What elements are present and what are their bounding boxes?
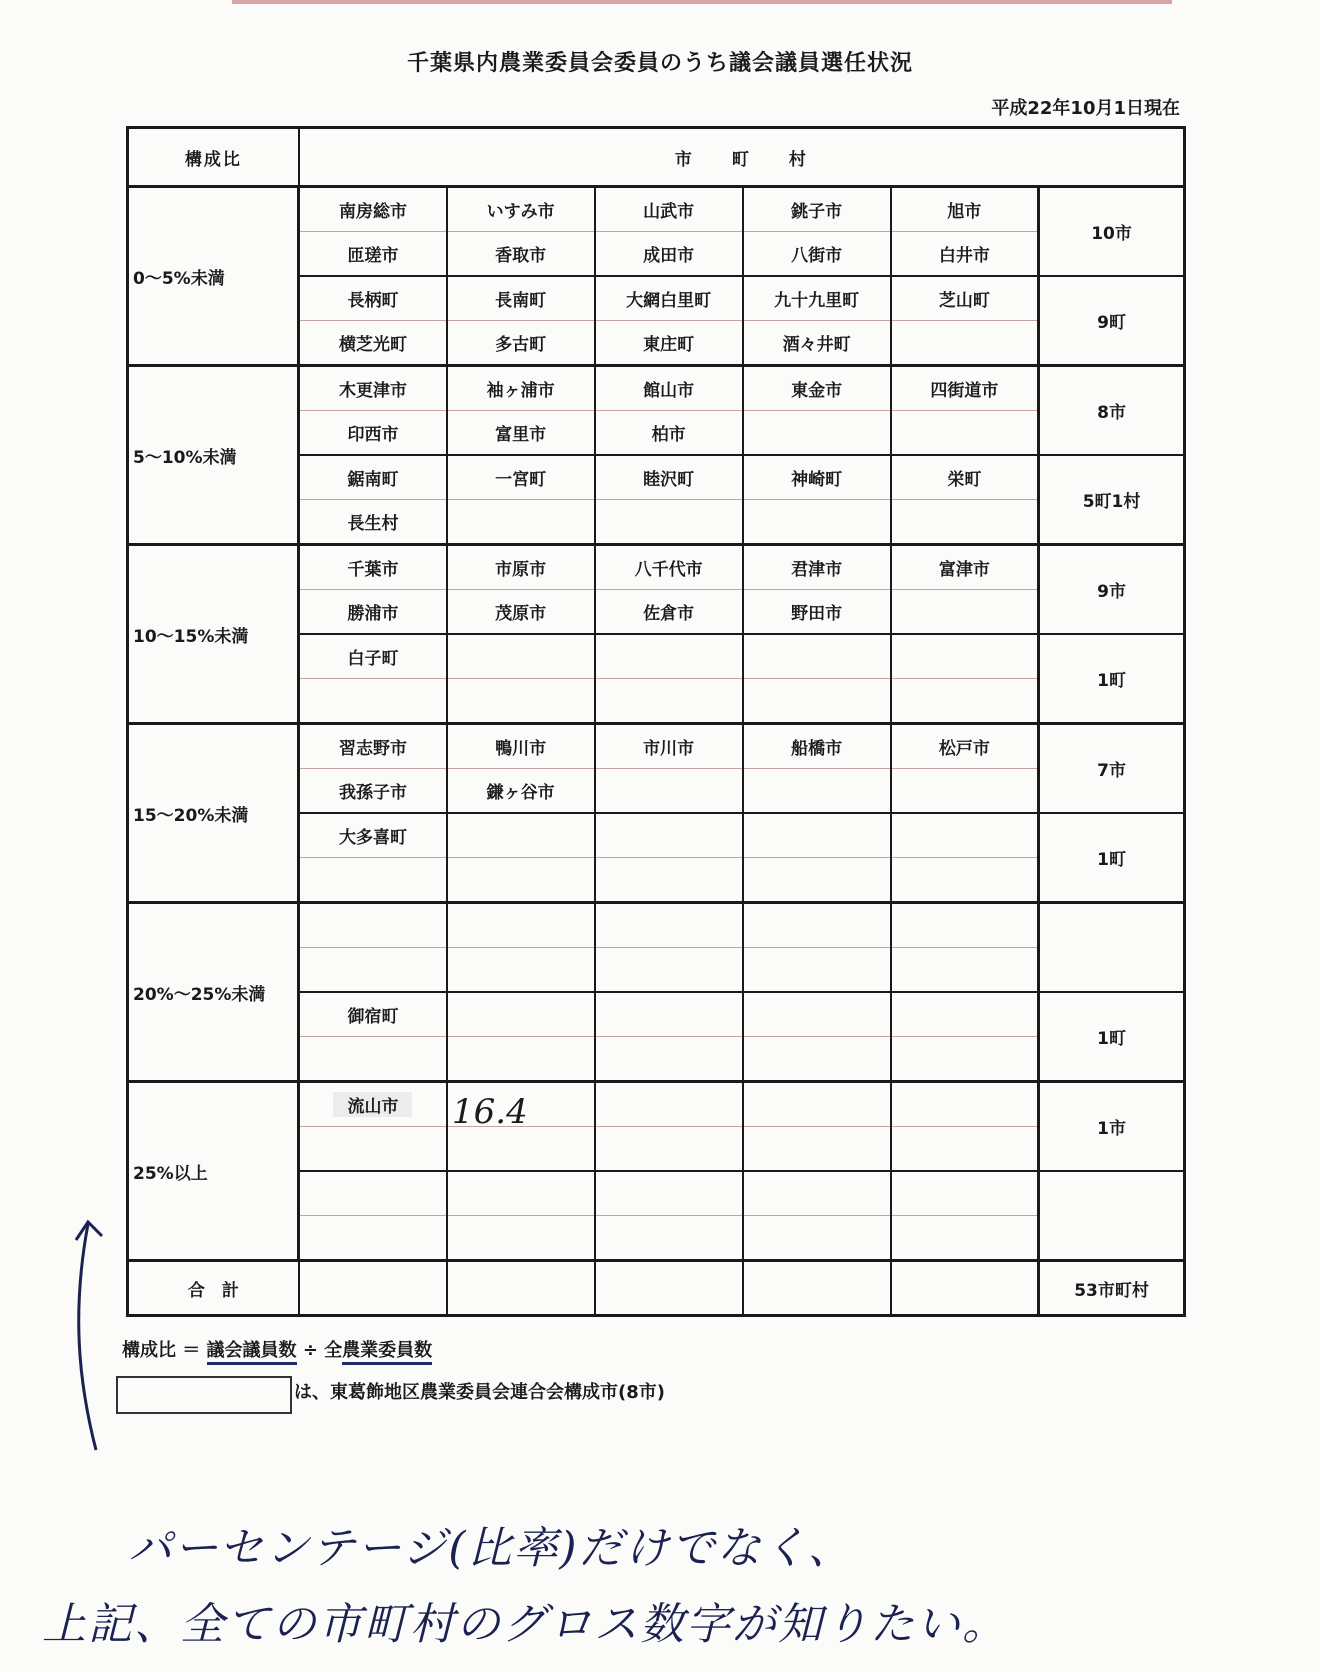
municipality-cell: 東金市 bbox=[743, 366, 891, 411]
municipality-cell bbox=[743, 903, 891, 948]
formula bbox=[122, 1336, 432, 1362]
municipality-cell: 匝瑳市 bbox=[299, 232, 447, 277]
municipality-cell bbox=[595, 1127, 743, 1172]
count-cell: 10市 bbox=[1039, 187, 1185, 277]
municipality-cell: 長南町 bbox=[447, 276, 595, 321]
empty-cell bbox=[299, 1261, 447, 1316]
municipality-cell bbox=[743, 769, 891, 814]
count-cell: 1町 bbox=[1039, 813, 1185, 903]
municipality-cell: 成田市 bbox=[595, 232, 743, 277]
municipality-cell bbox=[743, 411, 891, 456]
table-row bbox=[128, 1082, 1185, 1127]
handwritten-note-line-1: パーセンテージ(比率)だけでなく、 bbox=[128, 1523, 854, 1574]
table-row bbox=[128, 545, 1185, 590]
municipality-cell: 神崎町 bbox=[743, 455, 891, 500]
municipality-cell: 四街道市 bbox=[891, 366, 1039, 411]
handwritten-arrow-icon bbox=[58, 1210, 118, 1460]
municipality-cell bbox=[891, 858, 1039, 903]
count-cell: 8市 bbox=[1039, 366, 1185, 456]
municipality-cell bbox=[891, 1037, 1039, 1082]
total-row bbox=[128, 1261, 1185, 1316]
table-row bbox=[128, 366, 1185, 411]
municipality-cell: 船橋市 bbox=[743, 724, 891, 769]
municipality-cell: 南房総市 bbox=[299, 187, 447, 232]
page-title: 千葉県内農業委員会委員のうち議会議員選任状況 bbox=[406, 51, 913, 76]
municipality-cell: 市原市 bbox=[447, 545, 595, 590]
municipality-cell bbox=[743, 858, 891, 903]
municipality-cell bbox=[743, 813, 891, 858]
municipality-cell: 山武市 bbox=[595, 187, 743, 232]
municipality-cell: 大多喜町 bbox=[299, 813, 447, 858]
header-ratio: 構成比 bbox=[128, 128, 299, 187]
count-cell: 9市 bbox=[1039, 545, 1185, 635]
municipality-cell: 御宿町 bbox=[299, 992, 447, 1037]
municipality-cell bbox=[299, 1037, 447, 1082]
municipality-cell bbox=[299, 903, 447, 948]
municipality-cell bbox=[743, 1127, 891, 1172]
top-rule bbox=[232, 0, 1172, 4]
municipality-cell bbox=[743, 1171, 891, 1216]
municipality-cell: 鎌ヶ谷市 bbox=[447, 769, 595, 814]
formula-op: ÷ bbox=[296, 1340, 325, 1361]
municipality-cell bbox=[447, 1127, 595, 1172]
municipality-cell bbox=[891, 1216, 1039, 1261]
municipality-cell: 睦沢町 bbox=[595, 455, 743, 500]
municipality-cell bbox=[891, 992, 1039, 1037]
municipality-cell bbox=[299, 948, 447, 993]
ratio-band: 25%以上 bbox=[128, 1082, 299, 1261]
empty-cell bbox=[891, 1261, 1039, 1316]
municipality-cell: 旭市 bbox=[891, 187, 1039, 232]
municipality-cell: 富津市 bbox=[891, 545, 1039, 590]
municipality-cell: 白子町 bbox=[299, 634, 447, 679]
municipality-cell bbox=[447, 858, 595, 903]
municipality-cell bbox=[891, 590, 1039, 635]
ratio-band: 20%～25%未満 bbox=[128, 903, 299, 1082]
municipality-cell bbox=[447, 903, 595, 948]
table-row bbox=[128, 724, 1185, 769]
municipality-cell bbox=[595, 903, 743, 948]
municipality-cell bbox=[891, 813, 1039, 858]
municipality-cell: 袖ヶ浦市 bbox=[447, 366, 595, 411]
municipality-cell bbox=[595, 813, 743, 858]
municipality-cell: 銚子市 bbox=[743, 187, 891, 232]
table-header bbox=[128, 128, 1185, 187]
composition-table bbox=[126, 126, 1186, 1317]
municipality-cell: 白井市 bbox=[891, 232, 1039, 277]
ratio-band: 10～15%未満 bbox=[128, 545, 299, 724]
municipality-cell bbox=[447, 948, 595, 993]
municipality-cell: 鴨川市 bbox=[447, 724, 595, 769]
count-cell bbox=[1039, 1171, 1185, 1261]
municipality-cell bbox=[595, 1171, 743, 1216]
municipality-cell: 松戸市 bbox=[891, 724, 1039, 769]
municipality-cell bbox=[743, 679, 891, 724]
municipality-cell bbox=[447, 992, 595, 1037]
count-cell: 9町 bbox=[1039, 276, 1185, 366]
municipality-cell bbox=[743, 500, 891, 545]
municipality-cell: 横芝光町 bbox=[299, 321, 447, 366]
count-cell: 1町 bbox=[1039, 992, 1185, 1082]
municipality-cell bbox=[891, 634, 1039, 679]
handwritten-note-line-2: 上記、全ての市町村のグロス数字が知りたい。 bbox=[42, 1599, 1008, 1650]
municipality-cell bbox=[743, 1216, 891, 1261]
municipality-cell bbox=[447, 1216, 595, 1261]
municipality-cell: 栄町 bbox=[891, 455, 1039, 500]
municipality-cell bbox=[891, 1171, 1039, 1216]
municipality-cell bbox=[891, 948, 1039, 993]
municipality-cell bbox=[891, 500, 1039, 545]
empty-cell bbox=[447, 1261, 595, 1316]
ratio-band: 5～10%未満 bbox=[128, 366, 299, 545]
legend-swatch bbox=[116, 1376, 292, 1414]
empty-cell bbox=[743, 1261, 891, 1316]
count-cell: 5町1村 bbox=[1039, 455, 1185, 545]
municipality-cell: 勝浦市 bbox=[299, 590, 447, 635]
municipality-cell bbox=[891, 769, 1039, 814]
municipality-cell: 多古町 bbox=[447, 321, 595, 366]
municipality-cell: 茂原市 bbox=[447, 590, 595, 635]
municipality-cell bbox=[891, 1082, 1039, 1127]
municipality-cell: 富里市 bbox=[447, 411, 595, 456]
municipality-cell: 柏市 bbox=[595, 411, 743, 456]
municipality-cell: 八千代市 bbox=[595, 545, 743, 590]
municipality-cell bbox=[447, 1171, 595, 1216]
municipality-cell bbox=[595, 1082, 743, 1127]
as-of-date: 平成22年10月1日現在 bbox=[991, 98, 1180, 119]
municipality-cell: 大網白里町 bbox=[595, 276, 743, 321]
municipality-cell bbox=[595, 1216, 743, 1261]
municipality-cell: 印西市 bbox=[299, 411, 447, 456]
count-cell: 1町 bbox=[1039, 634, 1185, 724]
municipality-cell bbox=[891, 1127, 1039, 1172]
municipality-cell bbox=[891, 679, 1039, 724]
municipality-cell bbox=[743, 634, 891, 679]
total-count: 53市町村 bbox=[1039, 1261, 1185, 1316]
municipality-cell: 東庄町 bbox=[595, 321, 743, 366]
highlighted-municipality: 流山市 bbox=[333, 1092, 412, 1117]
municipality-cell bbox=[743, 992, 891, 1037]
count-cell bbox=[1039, 903, 1185, 993]
handwritten-value: 16.4 bbox=[452, 1092, 528, 1132]
municipality-cell bbox=[595, 500, 743, 545]
municipality-cell: 佐倉市 bbox=[595, 590, 743, 635]
legend-text: は、東葛飾地区農業委員会連合会構成市(8市) bbox=[294, 1382, 665, 1403]
municipality-cell: 九十九里町 bbox=[743, 276, 891, 321]
municipality-cell: 木更津市 bbox=[299, 366, 447, 411]
municipality-cell bbox=[447, 813, 595, 858]
municipality-cell bbox=[595, 992, 743, 1037]
municipality-cell bbox=[743, 948, 891, 993]
municipality-cell: 市川市 bbox=[595, 724, 743, 769]
total-label: 合 計 bbox=[128, 1261, 299, 1316]
formula-prefix: 構成比 ＝ bbox=[122, 1340, 207, 1361]
municipality-cell bbox=[743, 1082, 891, 1127]
municipality-cell bbox=[595, 858, 743, 903]
table-row bbox=[128, 903, 1185, 948]
ratio-band: 15～20%未満 bbox=[128, 724, 299, 903]
municipality-cell bbox=[891, 903, 1039, 948]
table-row bbox=[128, 187, 1185, 232]
municipality-cell bbox=[595, 679, 743, 724]
municipality-cell: 芝山町 bbox=[891, 276, 1039, 321]
formula-numerator: 議会議員数 bbox=[207, 1340, 297, 1365]
municipality-cell: 香取市 bbox=[447, 232, 595, 277]
empty-cell bbox=[595, 1261, 743, 1316]
municipality-cell bbox=[299, 1127, 447, 1172]
municipality-cell bbox=[595, 1037, 743, 1082]
municipality-cell bbox=[447, 634, 595, 679]
municipality-cell bbox=[299, 1082, 447, 1127]
formula-denominator-prefix: 全 bbox=[324, 1340, 343, 1361]
municipality-cell bbox=[299, 1216, 447, 1261]
municipality-cell: 習志野市 bbox=[299, 724, 447, 769]
municipality-cell bbox=[595, 948, 743, 993]
municipality-cell bbox=[447, 1037, 595, 1082]
municipality-cell bbox=[595, 769, 743, 814]
municipality-cell bbox=[891, 321, 1039, 366]
municipality-cell bbox=[299, 858, 447, 903]
municipality-cell bbox=[891, 411, 1039, 456]
municipality-cell: 長生村 bbox=[299, 500, 447, 545]
municipality-cell: 鋸南町 bbox=[299, 455, 447, 500]
municipality-cell: 君津市 bbox=[743, 545, 891, 590]
count-cell: 1市 bbox=[1039, 1082, 1185, 1172]
municipality-cell bbox=[743, 1037, 891, 1082]
municipality-cell: 八街市 bbox=[743, 232, 891, 277]
municipality-cell bbox=[595, 634, 743, 679]
municipality-cell: 館山市 bbox=[595, 366, 743, 411]
formula-denominator: 農業委員数 bbox=[342, 1340, 432, 1365]
header-municipality: 市 町 村 bbox=[299, 128, 1185, 187]
count-cell: 7市 bbox=[1039, 724, 1185, 814]
municipality-cell: いすみ市 bbox=[447, 187, 595, 232]
municipality-cell bbox=[299, 679, 447, 724]
municipality-cell: 一宮町 bbox=[447, 455, 595, 500]
municipality-cell bbox=[447, 500, 595, 545]
ratio-band: 0～5%未満 bbox=[128, 187, 299, 366]
municipality-cell: 酒々井町 bbox=[743, 321, 891, 366]
municipality-cell: 野田市 bbox=[743, 590, 891, 635]
municipality-cell: 千葉市 bbox=[299, 545, 447, 590]
municipality-cell: 長柄町 bbox=[299, 276, 447, 321]
municipality-cell bbox=[447, 679, 595, 724]
municipality-cell bbox=[299, 1171, 447, 1216]
municipality-cell: 我孫子市 bbox=[299, 769, 447, 814]
